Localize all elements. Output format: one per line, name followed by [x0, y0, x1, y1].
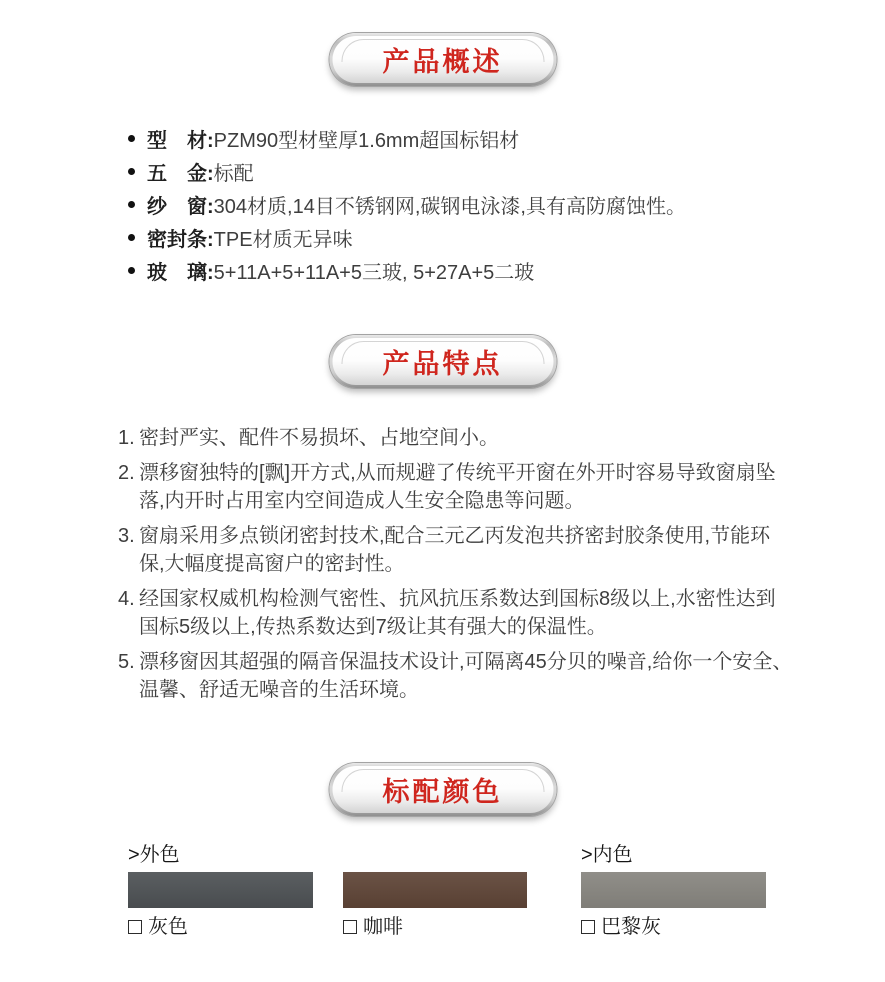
spec-value: 5+11A+5+11A+5三玻, 5+27A+5二玻	[213, 262, 535, 284]
pill-body	[332, 36, 553, 83]
swatch-label-paris-gray	[581, 915, 661, 939]
feature-number: 3.	[118, 525, 135, 547]
section-title: 标配颜色	[382, 777, 503, 807]
feature-number: 4.	[118, 588, 135, 610]
bullet-icon	[128, 234, 135, 241]
swatch-label-gray	[128, 915, 188, 939]
section-header-overview	[329, 33, 556, 86]
feature-number: 1.	[118, 427, 135, 449]
spec-label: 型 材:	[147, 130, 214, 152]
spec-value: PZM90型材壁厚1.6mm超国标铝材	[213, 130, 520, 152]
feature-item	[118, 459, 794, 515]
bullet-icon	[128, 168, 135, 175]
spec-row	[128, 188, 686, 221]
spec-value: 标配	[213, 163, 254, 185]
bullet-icon	[128, 201, 135, 208]
spec-row	[128, 122, 686, 155]
feature-number: 5.	[118, 651, 135, 673]
interior-color-heading: >内色	[581, 844, 633, 866]
bullet-icon	[128, 135, 135, 142]
feature-item	[118, 648, 794, 704]
section-title: 产品特点	[382, 349, 503, 379]
spec-label: 玻 璃:	[147, 262, 214, 284]
color-swatch-paris-gray	[581, 872, 766, 908]
section-title: 产品概述	[382, 47, 503, 77]
feature-text: 窗扇采用多点锁闭密封技术,配合三元乙丙发泡共挤密封胶条使用,节能环保,大幅度提高窗户的密封性。	[139, 525, 771, 575]
color-swatch-gray	[128, 872, 313, 908]
spec-label: 五 金:	[147, 163, 214, 185]
swatch-label-coffee	[343, 915, 403, 939]
swatch-name: 灰色	[148, 916, 188, 938]
pill-body	[332, 338, 553, 385]
color-swatch-coffee	[343, 872, 527, 908]
bullet-icon	[128, 267, 135, 274]
checkbox-icon	[581, 920, 595, 934]
section-header-features	[329, 335, 556, 388]
checkbox-icon	[128, 920, 142, 934]
spec-label: 纱 窗:	[147, 196, 214, 218]
feature-number: 2.	[118, 462, 135, 484]
feature-item	[118, 522, 794, 578]
spec-row	[128, 221, 686, 254]
feature-item	[118, 585, 794, 641]
spec-row	[128, 155, 686, 188]
feature-list	[118, 424, 794, 711]
spec-row	[128, 254, 686, 287]
section-header-colors	[329, 763, 556, 816]
swatch-name: 咖啡	[363, 916, 403, 938]
feature-text: 密封严实、配件不易损坏、占地空间小。	[139, 427, 499, 449]
feature-text: 漂移窗因其超强的隔音保温技术设计,可隔离45分贝的噪音,给你一个安全、温馨、舒适无噪音的生活环境。	[139, 651, 793, 701]
spec-value: 304材质,14目不锈钢网,碳钢电泳漆,具有高防腐蚀性。	[213, 196, 686, 218]
checkbox-icon	[343, 920, 357, 934]
feature-item	[118, 424, 794, 452]
feature-text: 漂移窗独特的[飘]开方式,从而规避了传统平开窗在外开时容易导致窗扇坠落,内开时占用室内空间造成人生安全隐患等问题。	[139, 462, 776, 512]
feature-text: 经国家权威机构检测气密性、抗风抗压系数达到国标8级以上,水密性达到国标5级以上,传热系数达到7级让其有强大的保温性。	[139, 588, 776, 638]
spec-value: TPE材质无异味	[213, 229, 353, 251]
swatch-name: 巴黎灰	[601, 916, 661, 938]
exterior-color-heading: >外色	[128, 844, 180, 866]
spec-label: 密封条:	[147, 229, 214, 251]
pill-body	[332, 766, 553, 813]
overview-spec-list	[128, 122, 686, 287]
